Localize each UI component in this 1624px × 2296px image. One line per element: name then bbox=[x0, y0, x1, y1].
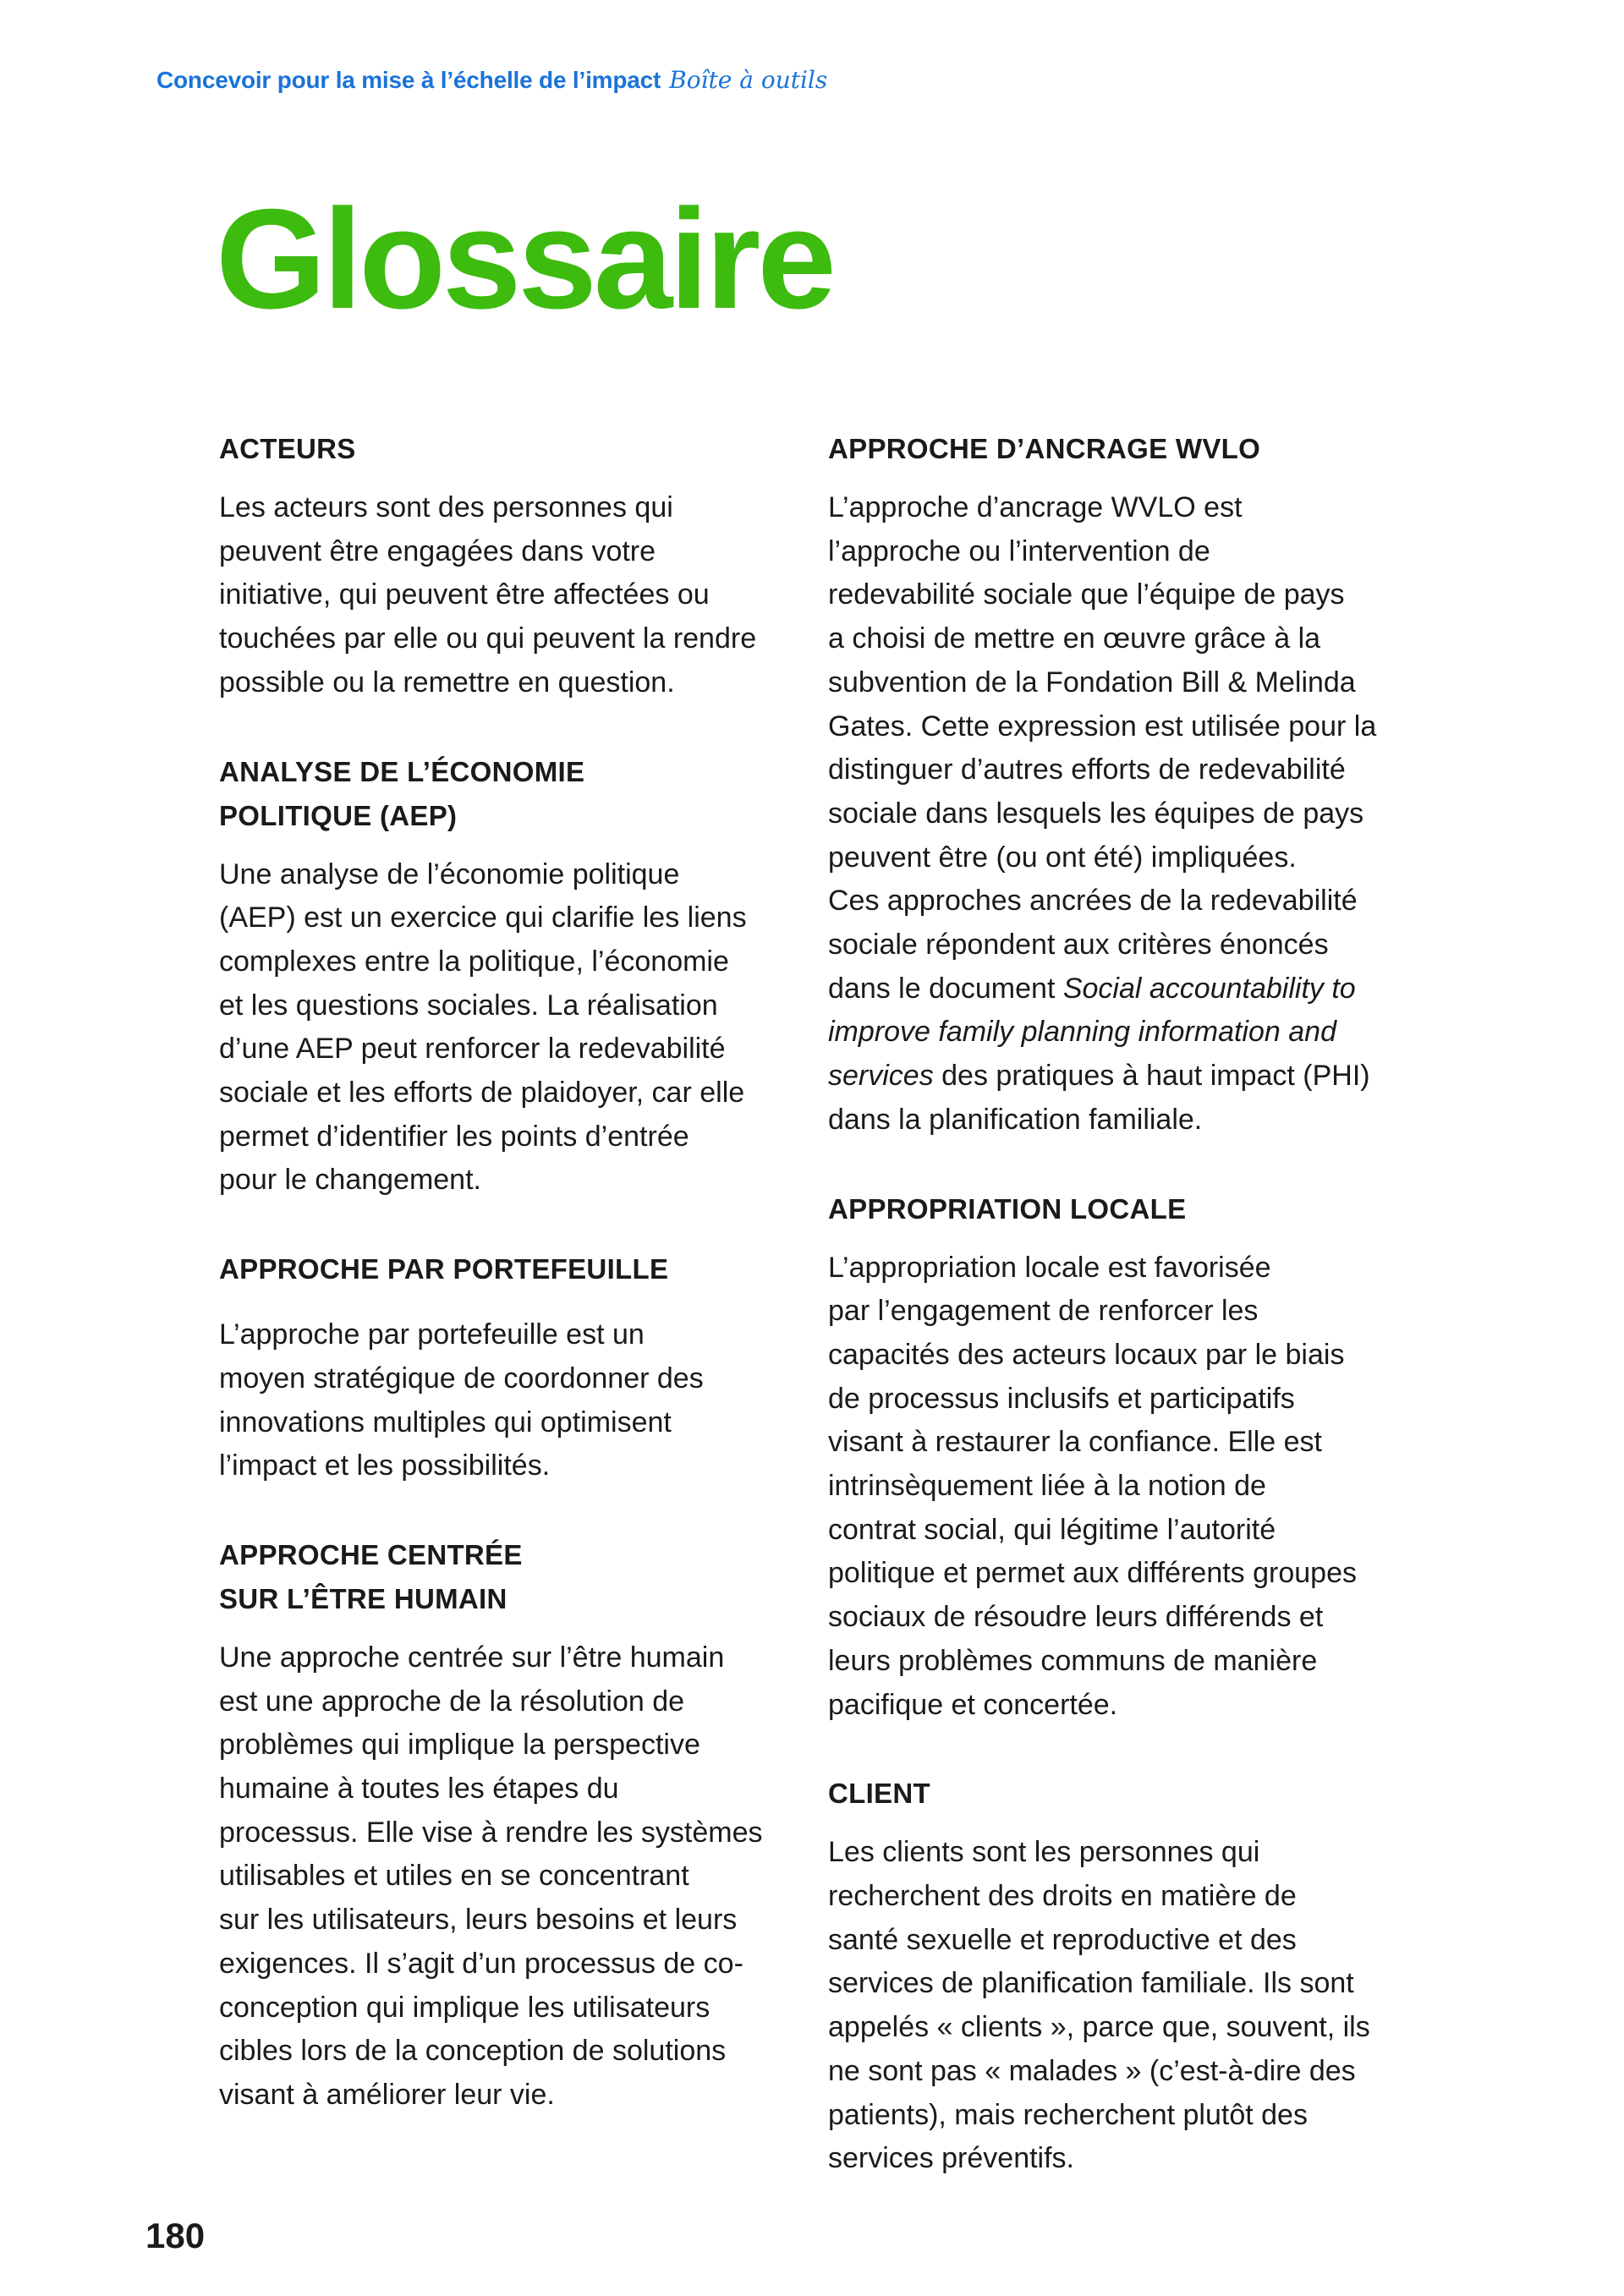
glossary-term bbox=[219, 427, 803, 471]
definition-line: visant à restaurer la confiance. Elle est bbox=[828, 1426, 1322, 1459]
definition-line bbox=[828, 967, 1412, 1011]
definition-line: cibles lors de la conception de solutions bbox=[219, 2035, 727, 2068]
definition-line: l’impact et les possibilités. bbox=[219, 1449, 551, 1482]
definition-line: touchées par elle ou qui peuvent la rendre bbox=[219, 622, 757, 655]
definition-line: peuvent être engagées dans votre bbox=[219, 534, 656, 567]
definition-line: patients), mais recherchent plutôt des bbox=[828, 2098, 1308, 2131]
glossary-entry-portefeuille bbox=[219, 1247, 803, 1488]
definition-line: processus. Elle vise à rendre les systèmes bbox=[219, 1816, 763, 1849]
glossary-term bbox=[828, 427, 1412, 471]
definition-line: innovations multiples qui optimisent bbox=[219, 1406, 672, 1438]
definition-line bbox=[828, 1011, 1412, 1055]
definition-line: initiative, qui peuvent être affectées ou bbox=[219, 578, 710, 611]
definition-line: (AEP) est un exercice qui clarifie les liens bbox=[219, 901, 747, 934]
term-line: APPROCHE D’ANCRAGE WVLO bbox=[828, 433, 1261, 464]
definition-line: contrat social, qui légitime l’autorité bbox=[828, 1513, 1276, 1546]
term-line: SUR L’ÊTRE HUMAIN bbox=[219, 1582, 508, 1614]
definition-line: services de planification familiale. Ils sont bbox=[828, 1967, 1354, 2000]
definition-line: Gates. Cette expression est utilisée pour la bbox=[828, 710, 1377, 743]
term-line: APPROCHE CENTRÉE bbox=[219, 1538, 523, 1570]
definition-line: moyen stratégique de coordonner des bbox=[219, 1362, 704, 1395]
definition-line: capacités des acteurs locaux par le biais bbox=[828, 1338, 1345, 1371]
definition-line: appelés « clients », parce que, souvent, ils bbox=[828, 2011, 1370, 2044]
definition-line: et les questions sociales. La réalisation bbox=[219, 989, 718, 1022]
definition-line: L’appropriation locale est favorisée bbox=[828, 1251, 1271, 1284]
glossary-entry-etre-humain bbox=[219, 1533, 803, 2118]
definition-line: peuvent être (ou ont été) impliquées. bbox=[828, 841, 1297, 874]
glossary-entry-appropriation-locale bbox=[828, 1187, 1412, 1728]
header-subtitle: Boîte à outils bbox=[669, 66, 828, 94]
term-line: APPROPRIATION LOCALE bbox=[828, 1192, 1187, 1225]
definition-line: possible ou la remettre en question. bbox=[219, 666, 675, 699]
definition-line bbox=[828, 1055, 1412, 1099]
definition-line: d’une AEP peut renforcer la redevabilité bbox=[219, 1033, 726, 1066]
glossary-definition bbox=[219, 1313, 803, 1488]
page-title: Glossaire bbox=[216, 179, 833, 338]
glossary-definition bbox=[828, 486, 1412, 1143]
glossary-definition bbox=[828, 1831, 1412, 2181]
definition-line: l’approche ou l’intervention de bbox=[828, 534, 1210, 567]
definition-line: pacifique et concertée. bbox=[828, 1688, 1118, 1721]
term-line: ACTEURS bbox=[219, 433, 356, 464]
term-line: ANALYSE DE L’ÉCONOMIE bbox=[219, 755, 585, 787]
definition-line: L’approche par portefeuille est un bbox=[219, 1318, 645, 1351]
glossary-term bbox=[828, 1187, 1412, 1231]
glossary-definition bbox=[828, 1247, 1412, 1728]
definition-line: services préventifs. bbox=[828, 2142, 1074, 2175]
document-title: Social accountability to bbox=[1062, 972, 1356, 1005]
definition-line: dans la planification familiale. bbox=[828, 1103, 1203, 1136]
definition-line: Une approche centrée sur l’être humain bbox=[219, 1641, 725, 1674]
glossary-entry-acteurs bbox=[219, 427, 803, 705]
glossary-term bbox=[219, 750, 803, 838]
definition-line: L’approche d’ancrage WVLO est bbox=[828, 491, 1243, 523]
document-title: improve family planning information and bbox=[828, 1016, 1336, 1049]
definition-line: Ces approches ancrées de la redevabilité bbox=[828, 885, 1358, 918]
definition-line: est une approche de la résolution de bbox=[219, 1685, 685, 1718]
page-number: 180 bbox=[145, 2216, 206, 2255]
definition-line: utilisables et utiles en se concentrant bbox=[219, 1860, 689, 1893]
definition-line: problèmes qui implique la perspective bbox=[219, 1729, 700, 1762]
definition-line: sociaux de résoudre leurs différends et bbox=[828, 1601, 1324, 1634]
glossary-definition bbox=[219, 486, 803, 705]
definition-line: distinguer d’autres efforts de redevabilité bbox=[828, 753, 1346, 786]
glossary-column-left bbox=[219, 427, 803, 2118]
glossary-definition bbox=[219, 1636, 803, 2118]
definition-line: humaine à toutes les étapes du bbox=[219, 1773, 619, 1806]
definition-line: permet d’identifier les points d’entrée bbox=[219, 1120, 689, 1153]
header-title: Concevoir pour la mise à l’échelle de l’impact bbox=[156, 67, 661, 93]
glossary-term bbox=[219, 1533, 803, 1621]
definition-line: visant à améliorer leur vie. bbox=[219, 2078, 555, 2111]
definition-line: sur les utilisateurs, leurs besoins et leurs bbox=[219, 1904, 738, 1937]
definition-line: ne sont pas « malades » (c’est-à-dire des bbox=[828, 2054, 1356, 2087]
definition-line: de processus inclusifs et participatifs bbox=[828, 1382, 1295, 1415]
definition-line: Les clients sont les personnes qui bbox=[828, 1836, 1260, 1869]
glossary-column-right bbox=[828, 427, 1412, 2181]
definition-line: sociale et les efforts de plaidoyer, car elle bbox=[219, 1077, 745, 1110]
definition-line: recherchent des droits en matière de bbox=[828, 1879, 1297, 1912]
glossary-term bbox=[828, 1772, 1412, 1816]
definition-line: santé sexuelle et reproductive et des bbox=[828, 1923, 1297, 1956]
term-line: POLITIQUE (AEP) bbox=[219, 799, 458, 831]
definition-line: pour le changement. bbox=[219, 1164, 481, 1197]
definition-line: conception qui implique les utilisateurs bbox=[219, 1991, 710, 2024]
definition-line: redevabilité sociale que l’équipe de pays bbox=[828, 578, 1345, 611]
glossary-entry-client bbox=[828, 1772, 1412, 2181]
definition-line: sociale répondent aux critères énoncés bbox=[828, 929, 1329, 962]
glossary-entry-wvlo bbox=[828, 427, 1412, 1143]
definition-text: dans le document bbox=[828, 972, 1063, 1005]
definition-line: complexes entre la politique, l’économie bbox=[219, 945, 729, 978]
glossary-entry-aep bbox=[219, 750, 803, 1203]
document-title: services bbox=[828, 1060, 934, 1093]
definition-line: exigences. Il s’agit d’un processus de co- bbox=[219, 1947, 743, 1980]
definition-line: subvention de la Fondation Bill & Melinda bbox=[828, 666, 1356, 699]
definition-line: a choisi de mettre en œuvre grâce à la bbox=[828, 622, 1321, 655]
definition-line: Les acteurs sont des personnes qui bbox=[219, 491, 673, 523]
term-line: APPROCHE PAR PORTEFEUILLE bbox=[219, 1253, 669, 1285]
definition-line: Une analyse de l’économie politique bbox=[219, 858, 680, 890]
definition-line: par l’engagement de renforcer les bbox=[828, 1295, 1259, 1328]
glossary-term bbox=[219, 1247, 803, 1291]
definition-text: des pratiques à haut impact (PHI) bbox=[933, 1060, 1370, 1093]
definition-line: sociale dans lesquels les équipes de pays bbox=[828, 797, 1364, 830]
glossary-definition bbox=[219, 853, 803, 1203]
definition-line: politique et permet aux différents groupes bbox=[828, 1557, 1357, 1590]
definition-line: leurs problèmes communs de manière bbox=[828, 1644, 1318, 1677]
term-line: CLIENT bbox=[828, 1778, 930, 1810]
definition-line: intrinsèquement liée à la notion de bbox=[828, 1470, 1266, 1503]
running-header bbox=[156, 66, 827, 94]
